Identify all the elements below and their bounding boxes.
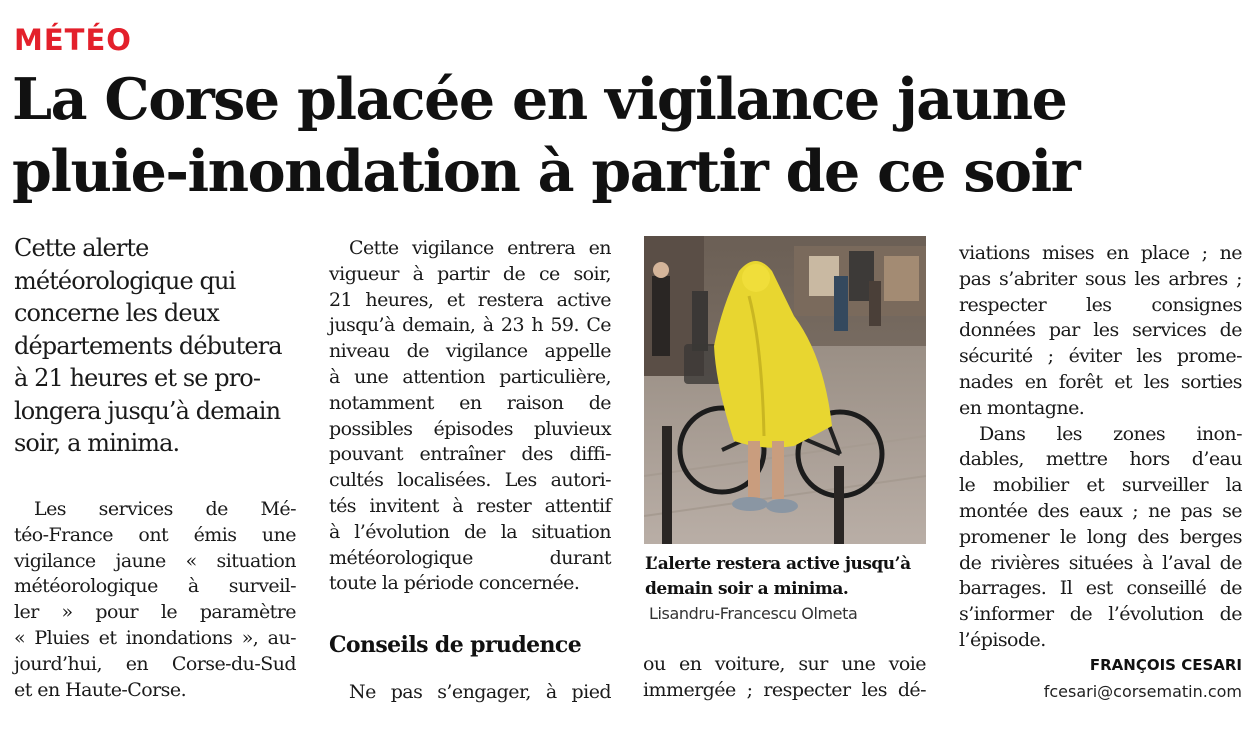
body-line: et en Haute-Corse.: [14, 678, 187, 701]
photo-caption: [645, 552, 930, 602]
body-line: cultés localisées. Les autori-: [329, 469, 611, 492]
body-line: tés invitent à rester attentif: [329, 494, 611, 517]
body-column-2-continued: [329, 680, 611, 706]
body-line: sécurité ; éviter les prome-: [959, 345, 1242, 368]
body-line: Cette vigilance entrera en: [349, 237, 611, 259]
body-line: pas s’abriter sous les arbres ;: [959, 267, 1242, 290]
lede-line: à 21 heures et se pro-: [14, 364, 261, 392]
body-line: notamment en raison de: [329, 391, 611, 414]
body-column-1: [14, 497, 296, 703]
body-line: ou en voiture, sur une voie: [643, 653, 926, 675]
lede-line: météorologique qui: [14, 266, 236, 295]
body-column-3: [643, 652, 926, 704]
body-line: Dans les zones inon-: [979, 422, 1242, 445]
body-line: respecter les consignes: [959, 293, 1242, 316]
body-line: pouvant entraîner des diffi-: [329, 443, 611, 466]
body-line: l’épisode.: [959, 628, 1046, 651]
body-line: données par les services de: [959, 319, 1242, 342]
photo-credit: Lisandru-Francescu Olmeta: [649, 604, 858, 623]
headline-line-2: pluie-inondation à partir de ce soir: [12, 138, 1080, 205]
body-line: jourd’hui, en Corse-du-Sud: [14, 652, 296, 675]
body-line: promener le long des berges: [959, 525, 1242, 548]
headline-line-1: La Corse placée en vigilance jaune: [12, 66, 1067, 133]
body-line: possibles épisodes pluvieux: [329, 417, 611, 440]
body-column-4: [959, 241, 1242, 654]
body-line: vigilance jaune « situation: [14, 549, 296, 572]
body-line: jusqu’à demain, à 23 h 59. Ce: [329, 314, 611, 337]
lede-line: Cette alerte: [14, 234, 149, 262]
body-line: dables, mettre hors d’eau: [959, 448, 1242, 471]
lede-line: longera jusqu’à demain: [14, 396, 281, 425]
body-line: téo-France ont émis une: [14, 523, 296, 546]
body-line: le mobilier et surveiller la: [959, 474, 1242, 497]
lede-line: départements débutera: [14, 331, 282, 360]
body-line: barrages. Il est conseillé de: [959, 577, 1242, 600]
body-line: à une attention particulière,: [329, 365, 611, 388]
photo-cyclist-rain-poncho: [644, 236, 926, 544]
body-line: « Pluies et inondations », au-: [14, 626, 296, 649]
article-photo: [644, 236, 926, 544]
caption-line: demain soir a minima.: [645, 579, 849, 599]
body-line: à l’évolution de la situation: [329, 520, 611, 543]
body-line: s’informer de l’évolution de: [959, 603, 1242, 626]
body-line: vigueur à partir de ce soir,: [329, 262, 611, 285]
body-line: de rivières situées à l’aval de: [959, 551, 1242, 574]
subheading: Conseils de prudence: [329, 632, 582, 658]
body-line: météorologique à surveil-: [14, 575, 296, 598]
body-line: montée des eaux ; ne pas se: [959, 499, 1242, 522]
lede-line: soir, a minima.: [14, 429, 180, 457]
body-line: ler » pour le paramètre: [14, 601, 296, 624]
lede: [14, 232, 296, 460]
body-column-2: [329, 236, 611, 597]
body-line: niveau de vigilance appelle: [329, 340, 611, 363]
body-line: immergée ; respecter les dé-: [643, 678, 926, 701]
body-line: météorologique durant: [329, 546, 611, 569]
body-line: viations mises en place ; ne: [959, 242, 1242, 264]
body-line: Ne pas s’engager, à pied: [349, 681, 611, 703]
body-line: 21 heures, et restera active: [329, 288, 611, 311]
body-line: Les services de Mé-: [34, 498, 296, 520]
body-line: en montagne.: [959, 396, 1085, 419]
lede-line: concerne les deux: [14, 299, 219, 327]
section-rubric: MÉTÉO: [14, 23, 132, 57]
body-line: toute la période concernée.: [329, 572, 580, 595]
author-email: fcesari@corsematin.com: [1043, 682, 1242, 701]
body-line: nades en forêt et les sorties: [959, 370, 1242, 393]
caption-line: L’alerte restera active jusqu’à: [645, 554, 911, 574]
author-byline: FRANÇOIS CESARI: [1089, 656, 1242, 674]
